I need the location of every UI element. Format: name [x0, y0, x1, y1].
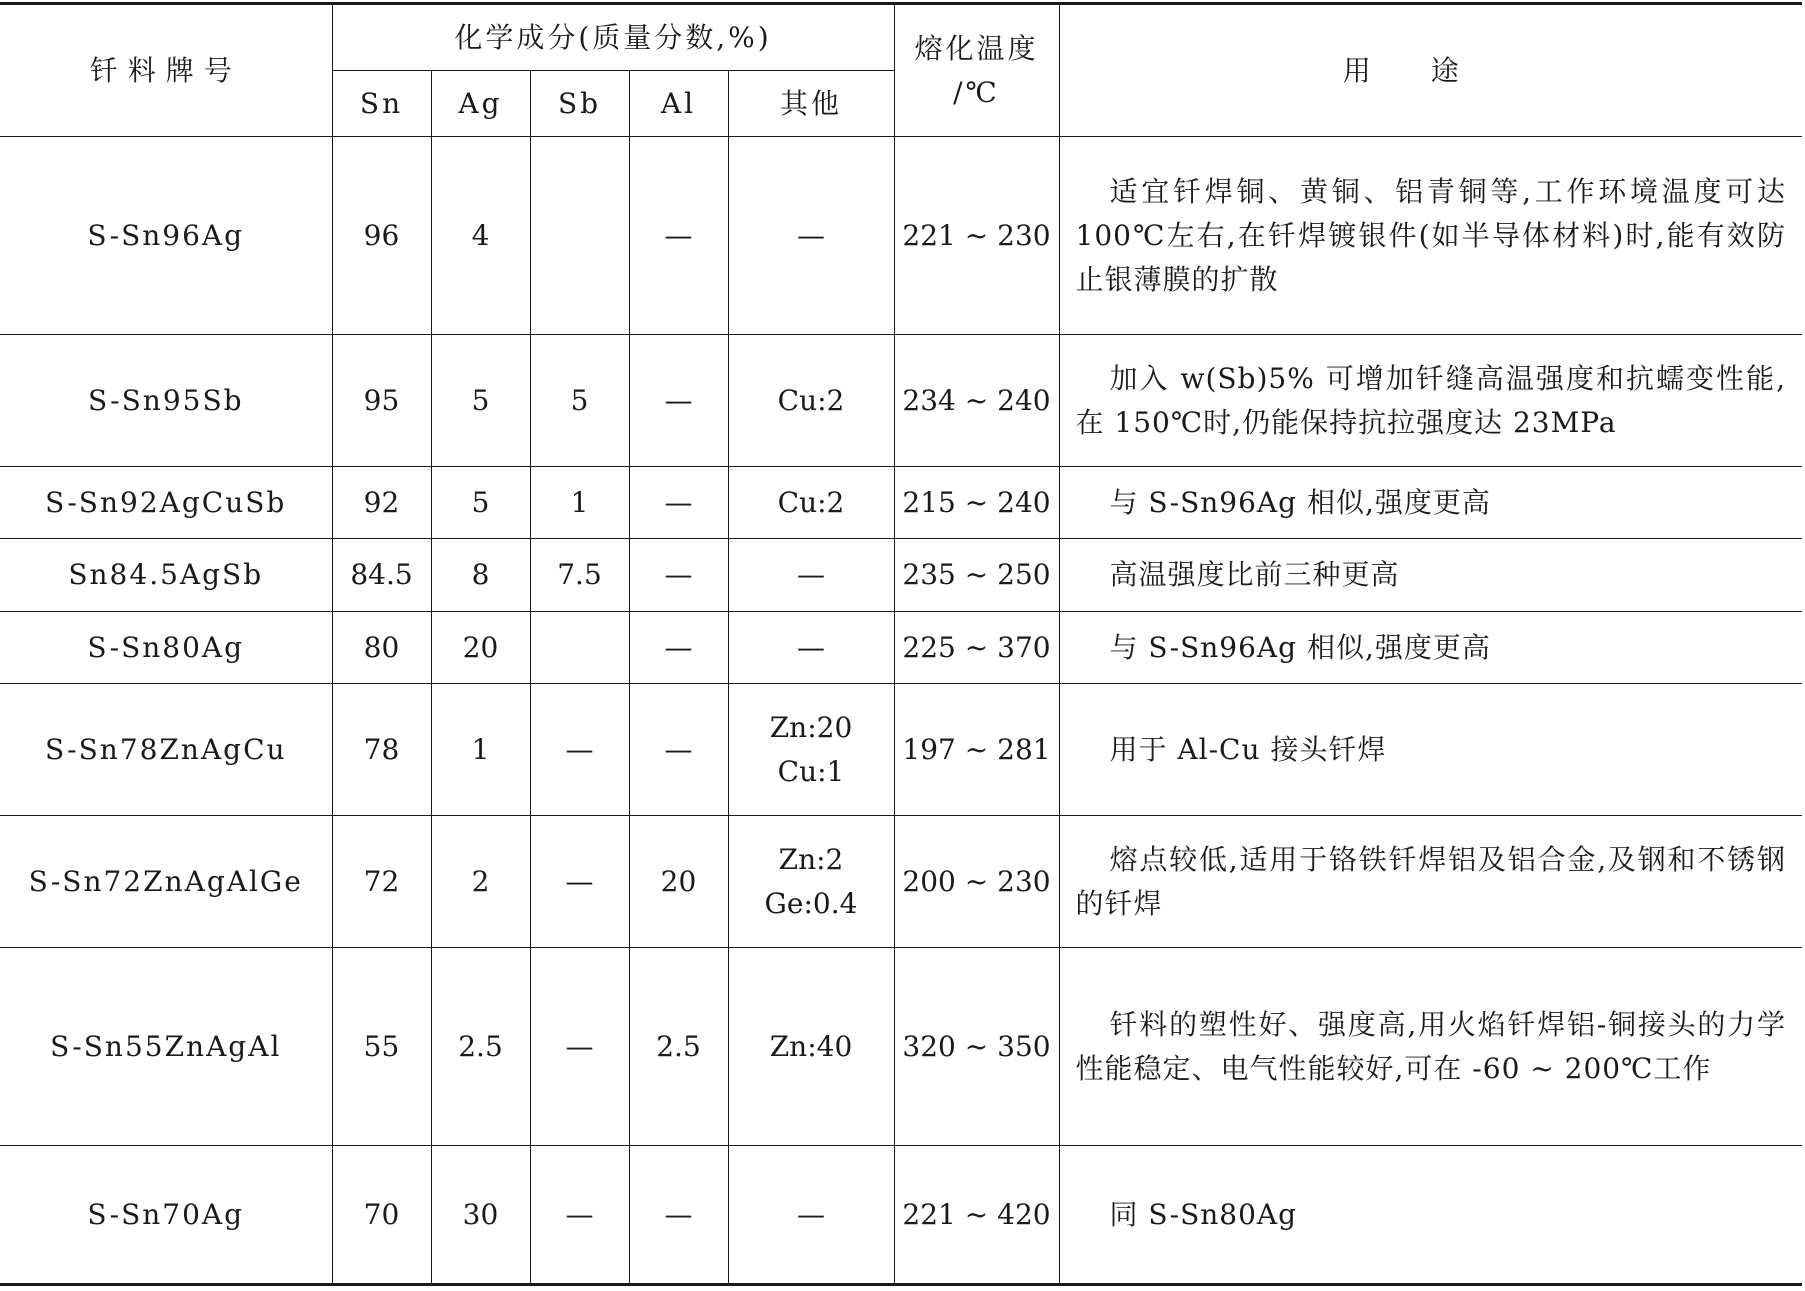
- cell-other: [728, 1146, 894, 1285]
- table-row: [0, 948, 1802, 1146]
- cell-melt: 225 ~ 370: [894, 612, 1059, 684]
- cell-use: [1059, 612, 1802, 684]
- cell-sn: 80: [332, 612, 431, 684]
- cell-ag: 4: [431, 137, 530, 335]
- cell-melt: 215 ~ 240: [894, 467, 1059, 539]
- cell-melt: 221 ~ 420: [894, 1146, 1059, 1285]
- cell-use: [1059, 467, 1802, 539]
- cell-use-text: 熔点较低,适用于铬铁钎焊铝及铝合金,及钢和不锈钢的钎焊: [1075, 842, 1786, 920]
- cell-use-text: 加入 w(Sb)5% 可增加钎缝高温强度和抗蠕变性能,在 150℃时,仍能保持抗拉强度达 23MPa: [1075, 361, 1786, 439]
- table-row: [0, 684, 1802, 816]
- cell-sn: 78: [332, 684, 431, 816]
- cell-grade: S-Sn72ZnAgAlGe: [0, 816, 332, 948]
- cell-other-line1: Cu:2: [777, 485, 845, 519]
- cell-other: [728, 335, 894, 467]
- cell-other: [728, 467, 894, 539]
- cell-other-line2: Cu:1: [777, 754, 845, 788]
- table-row: [0, 467, 1802, 539]
- header-row-1: [0, 4, 1802, 71]
- table-row: [0, 612, 1802, 684]
- cell-sn: 95: [332, 335, 431, 467]
- cell-use: [1059, 539, 1802, 612]
- cell-sb: —: [530, 1146, 629, 1285]
- cell-sb: [530, 137, 629, 335]
- cell-other: [728, 539, 894, 612]
- cell-sn: 72: [332, 816, 431, 948]
- cell-use: [1059, 816, 1802, 948]
- cell-al: —: [629, 612, 728, 684]
- cell-al: —: [629, 467, 728, 539]
- cell-grade: S-Sn95Sb: [0, 335, 332, 467]
- cell-al: 2.5: [629, 948, 728, 1146]
- cell-ag: 5: [431, 335, 530, 467]
- header-grade: 钎料牌号: [0, 4, 332, 137]
- cell-ag: 30: [431, 1146, 530, 1285]
- cell-sb: —: [530, 948, 629, 1146]
- cell-use-text: 钎料的塑性好、强度高,用火焰钎焊铝-铜接头的力学性能稳定、电气性能较好,可在 -60 ~ 200℃工作: [1075, 1007, 1786, 1085]
- cell-sn: 55: [332, 948, 431, 1146]
- cell-melt: 221 ~ 230: [894, 137, 1059, 335]
- cell-use-text: 与 S-Sn96Ag 相似,强度更高: [1109, 485, 1491, 519]
- cell-ag: 2.5: [431, 948, 530, 1146]
- table-row: [0, 1146, 1802, 1285]
- cell-use-text: 与 S-Sn96Ag 相似,强度更高: [1109, 630, 1491, 664]
- table-row: [0, 539, 1802, 612]
- cell-al: —: [629, 539, 728, 612]
- header-sb: Sb: [530, 71, 629, 137]
- cell-grade: S-Sn70Ag: [0, 1146, 332, 1285]
- cell-grade: S-Sn55ZnAgAl: [0, 948, 332, 1146]
- cell-other-line1: Cu:2: [777, 383, 845, 417]
- cell-other-line1: —: [797, 558, 825, 591]
- cell-grade: Sn84.5AgSb: [0, 539, 332, 612]
- cell-ag: 8: [431, 539, 530, 612]
- cell-use-text: 用于 Al-Cu 接头钎焊: [1109, 732, 1387, 766]
- cell-melt: 320 ~ 350: [894, 948, 1059, 1146]
- cell-other: [728, 948, 894, 1146]
- cell-al: —: [629, 137, 728, 335]
- cell-other-line1: —: [797, 218, 825, 252]
- cell-melt: 235 ~ 250: [894, 539, 1059, 612]
- table-row: [0, 137, 1802, 335]
- header-other: 其他: [728, 71, 894, 137]
- cell-sb: —: [530, 684, 629, 816]
- cell-sb: [530, 612, 629, 684]
- table-row: [0, 335, 1802, 467]
- cell-other: [728, 612, 894, 684]
- header-melting-temp-line2: /℃: [953, 75, 1000, 109]
- cell-al: 20: [629, 816, 728, 948]
- cell-other-line2: Ge:0.4: [764, 886, 858, 920]
- cell-grade: S-Sn80Ag: [0, 612, 332, 684]
- cell-use-text: 同 S-Sn80Ag: [1109, 1197, 1298, 1231]
- cell-ag: 20: [431, 612, 530, 684]
- table-row: [0, 816, 1802, 948]
- cell-grade: S-Sn96Ag: [0, 137, 332, 335]
- cell-other-line1: Zn:2: [778, 842, 844, 876]
- cell-other-line1: —: [797, 630, 825, 664]
- cell-al: —: [629, 684, 728, 816]
- cell-melt: 200 ~ 230: [894, 816, 1059, 948]
- cell-grade: S-Sn78ZnAgCu: [0, 684, 332, 816]
- cell-ag: 1: [431, 684, 530, 816]
- cell-use: [1059, 137, 1802, 335]
- header-ag: Ag: [431, 71, 530, 137]
- cell-sn: 84.5: [332, 539, 431, 612]
- header-use: 用途: [1059, 4, 1802, 137]
- cell-sb: 1: [530, 467, 629, 539]
- cell-sb: 7.5: [530, 539, 629, 612]
- header-sn: Sn: [332, 71, 431, 137]
- cell-other: [728, 137, 894, 335]
- cell-use: [1059, 948, 1802, 1146]
- cell-other: [728, 684, 894, 816]
- cell-al: —: [629, 1146, 728, 1285]
- cell-sb: 5: [530, 335, 629, 467]
- cell-other-line1: —: [797, 1197, 825, 1231]
- cell-other: [728, 816, 894, 948]
- header-melting-temp-line1: 熔化温度: [914, 31, 1039, 65]
- cell-use-text: 高温强度比前三种更高: [1109, 558, 1400, 591]
- cell-grade: S-Sn92AgCuSb: [0, 467, 332, 539]
- cell-melt: 234 ~ 240: [894, 335, 1059, 467]
- cell-melt: 197 ~ 281: [894, 684, 1059, 816]
- cell-sn: 96: [332, 137, 431, 335]
- cell-sn: 92: [332, 467, 431, 539]
- cell-ag: 2: [431, 816, 530, 948]
- header-al: Al: [629, 71, 728, 137]
- cell-sn: 70: [332, 1146, 431, 1285]
- cell-use: [1059, 1146, 1802, 1285]
- cell-other-line1: Zn:40: [769, 1029, 853, 1063]
- solder-table: [0, 2, 1802, 1286]
- cell-other-line1: Zn:20: [769, 710, 853, 744]
- cell-use: [1059, 335, 1802, 467]
- cell-al: —: [629, 335, 728, 467]
- cell-use: [1059, 684, 1802, 816]
- header-melting-temp: [894, 4, 1059, 137]
- cell-ag: 5: [431, 467, 530, 539]
- cell-sb: —: [530, 816, 629, 948]
- header-composition: 化学成分(质量分数,%): [332, 4, 894, 71]
- cell-use-text: 适宜钎焊铜、黄铜、铝青铜等,工作环境温度可达 100℃左右,在钎焊镀银件(如半导体材料)时,能有效防止银薄膜的扩散: [1075, 174, 1786, 296]
